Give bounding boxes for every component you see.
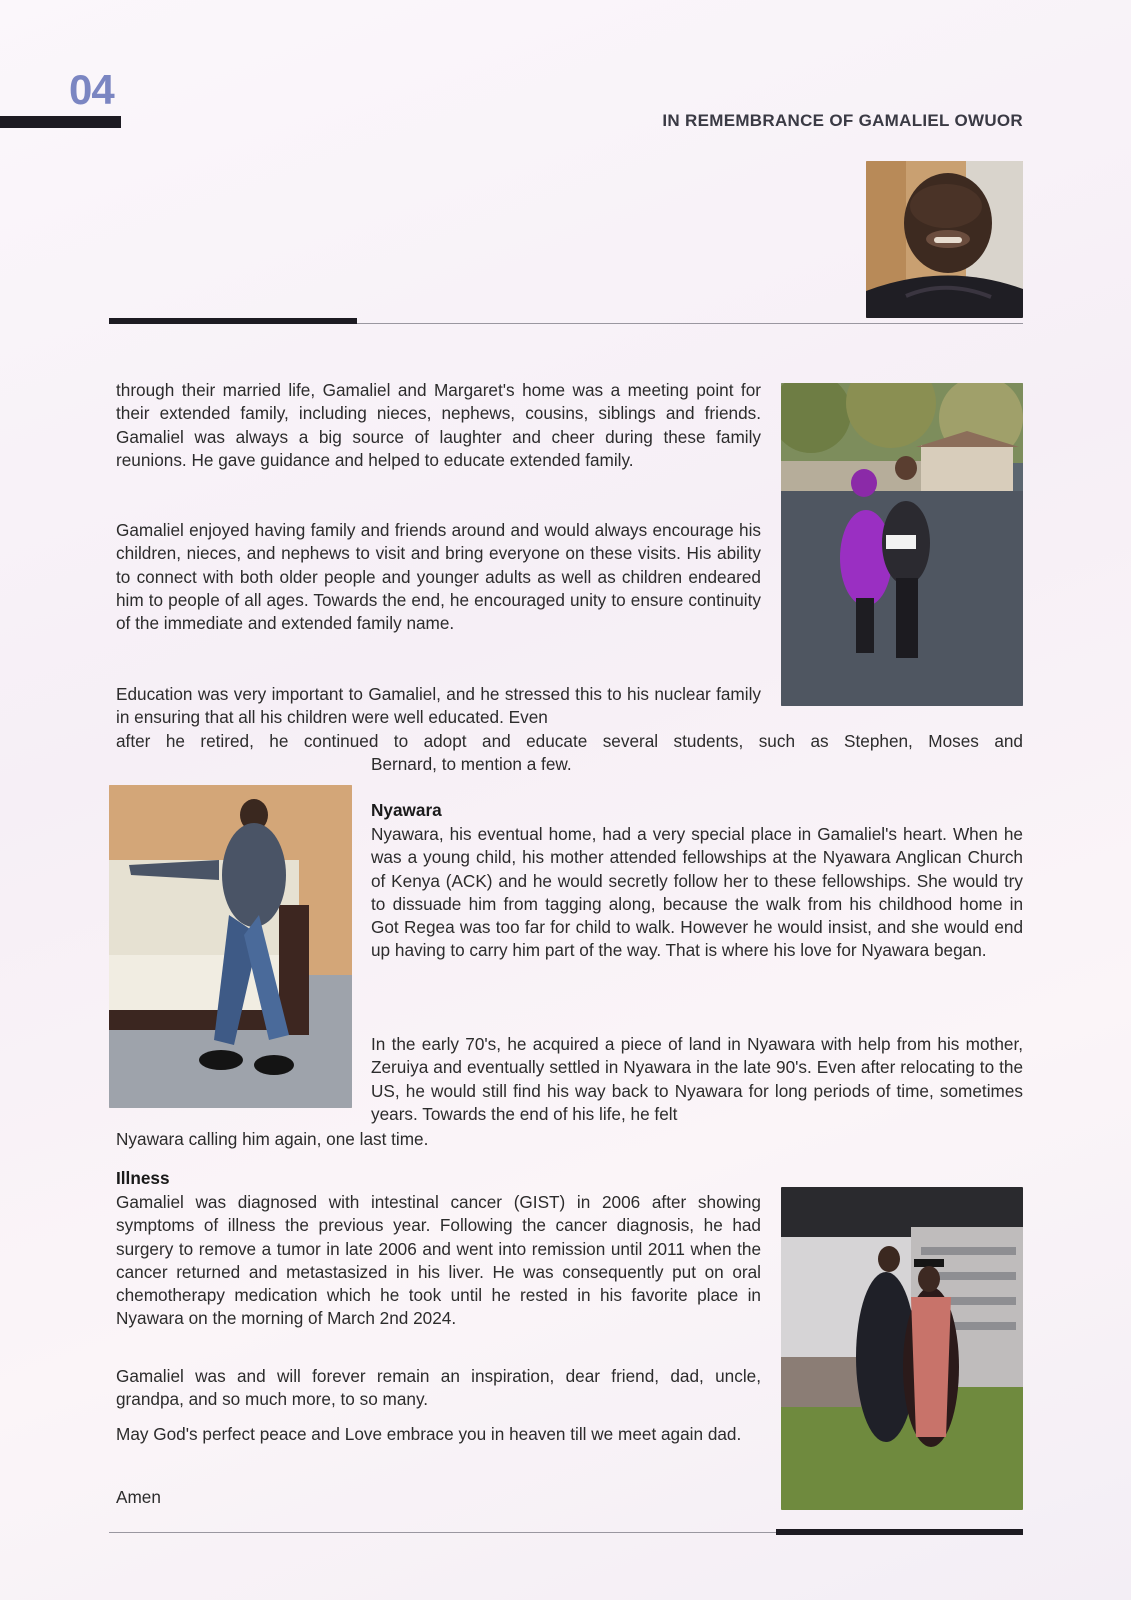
intro-paragraph-3b: after he retired, he continued to adopt and educate several students, such as Stephen, Moses and [116,731,1023,751]
nyawara-heading: Nyawara [371,800,442,820]
couple-parking-lot-photo [781,383,1023,706]
header-title: IN REMEMBRANCE OF GAMALIEL OWUOR [662,111,1023,130]
illness-paragraph-3: May God's perfect peace and Love embrace you in heaven till we meet again dad. [116,1424,742,1444]
nyawara-paragraph-1: Nyawara, his eventual home, had a very special place in Gamaliel's heart. When he was a young child, his mother attended fellowships at the Nyawara Anglican Church of Kenya (ACK) and he would secretly follow her to these fellowships. She would try to dissuade him from tagging along, because the walk from his childhood home in Got Regea was too far for child to walk. However he would insist, and she would end up having to carry him part of the way. That is where his love for Nyawara began. [371,824,1023,961]
graduation-photo [781,1187,1023,1510]
header-divider-thick [109,318,357,324]
amen-text: Amen [116,1487,161,1507]
nyawara-paragraph-2a: In the early 70's, he acquired a piece of land in Nyawara with help from his mother, Zeruiya and eventually settled in Nyawara in the late 90's. Even after relocating to the US, he would still find his way back to Nyawara for long periods of time, sometimes years. Towards the end of his life, he felt [371,1034,1023,1124]
intro-paragraph-2: Gamaliel enjoyed having family and friends around and would always encourage his children, nieces, and nephews to visit and bring everyone on these visits. His ability to connect with both older people and younger adults as well as children endeared him to people of all ages. Towards the end, he encouraged unity to ensure continuity of the immediate and extended family name. [116,520,761,634]
illness-paragraph-1: Gamaliel was diagnosed with intestinal cancer (GIST) in 2006 after showing symptoms of illness the previous year. Following the cancer diagnosis, he had surgery to remove a tumor in late 2006 and went into remission until 2011 when the cancer returned and metastasized in his liver. He was consequently put on oral chemotherapy medication which he took until he rested in his favorite place in Nyawara on the morning of March 2nd 2024. [116,1192,761,1329]
illness-heading: Illness [116,1168,170,1188]
illness-paragraph-2: Gamaliel was and will forever remain an inspiration, dear friend, dad, uncle, grandpa, and so much more, to so many. [116,1366,761,1410]
man-seated-on-sofa-photo [109,785,352,1108]
page-number: 04 [69,66,114,113]
portrait-photo [866,161,1023,318]
intro-paragraph-3a: Education was very important to Gamaliel, and he stressed this to his nuclear family in ensuring that all his children were well educated. Even [116,684,761,728]
footer-divider-thick [776,1529,1023,1535]
nyawara-paragraph-2b: Nyawara calling him again, one last time. [116,1129,429,1149]
page-number-bar [0,116,121,128]
intro-paragraph-3c: Bernard, to mention a few. [371,754,572,774]
intro-paragraph-1: through their married life, Gamaliel and Margaret's home was a meeting point for their extended family, including nieces, nephews, cousins, siblings and friends. Gamaliel was always a big source of laughter and cheer during these family reunions. He gave guidance and helped to educate extended family. [116,380,761,470]
